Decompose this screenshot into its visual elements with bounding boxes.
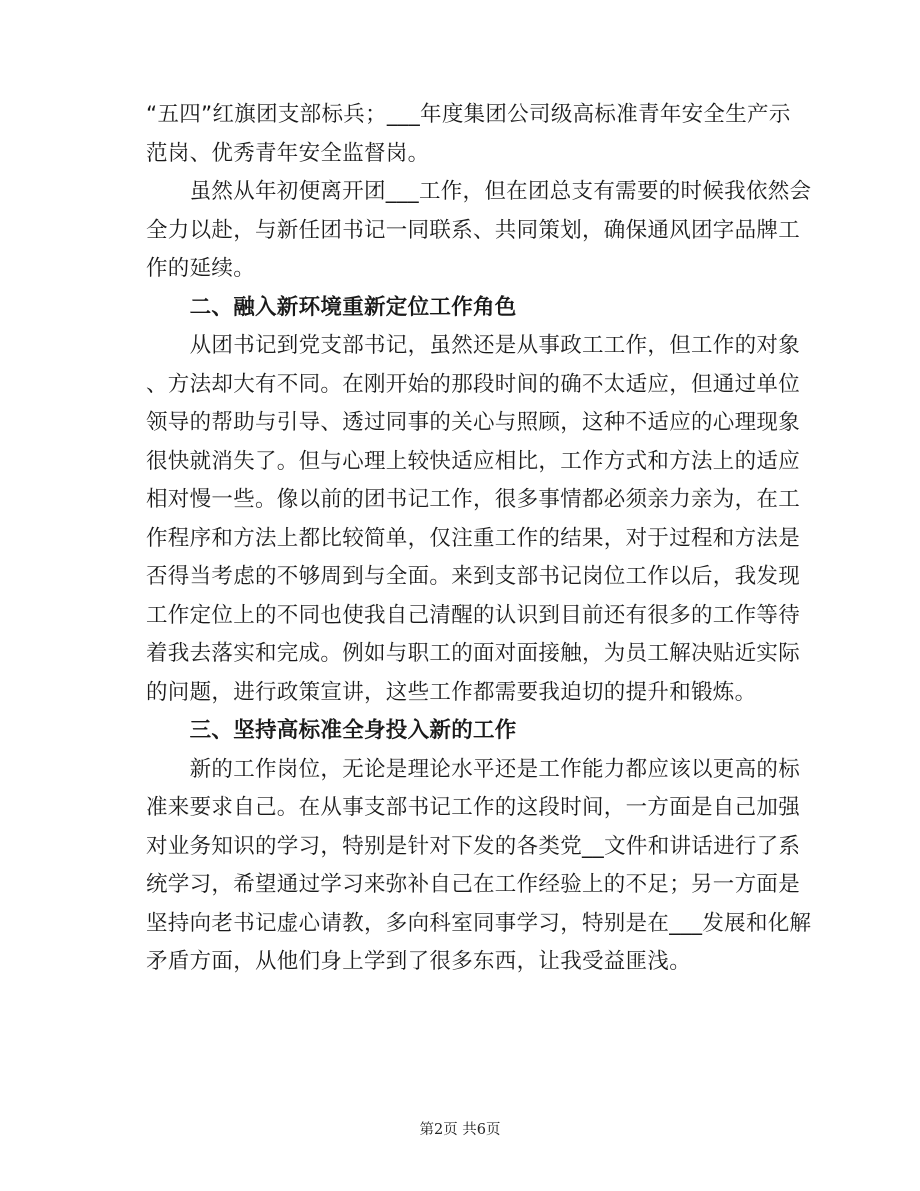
text-line: 坚持向老书记虚心请教，多向科室同事学习，特别是在___发展和化解 — [146, 910, 812, 936]
text-line: 作程序和方法上都比较简单，仅注重工作的结果，对于过程和方法是 — [146, 525, 801, 551]
text-line: 全力以赴，与新任团书记一同联系、共同策划，确保通风团字品牌工 — [146, 217, 801, 243]
text-line: 很快就消失了。但与心理上较快适应相比，工作方式和方法上的适应 — [146, 448, 801, 474]
page-number: 第2页 共6页 — [419, 1122, 501, 1138]
text-line: 虽然从年初便离开团___工作，但在团总支有需要的时候我依然会 — [146, 179, 812, 204]
text-line: 矛盾方面，从他们身上学到了很多东西，让我受益匪浅。 — [146, 949, 692, 974]
text-line: 工作定位上的不同也使我自己清醒的认识到目前还有很多的工作等待 — [146, 602, 801, 628]
section-heading: 二、融入新环境重新定位工作角色 — [146, 294, 517, 320]
text-line: 、方法却大有不同。在刚开始的那段时间的确不太适应，但通过单位 — [146, 371, 801, 397]
text-line: 统学习，希望通过学习来弥补自己在工作经验上的不足；另一方面是 — [146, 872, 801, 897]
text-line: 的问题，进行政策宣讲，这些工作都需要我迫切的提升和锻炼。 — [146, 679, 757, 705]
text-line: 作的延续。 — [146, 256, 256, 281]
text-line: 对业务知识的学习，特别是针对下发的各类党__文件和讲话进行了系 — [146, 833, 801, 859]
text-line: 着我去落实和完成。例如与职工的面对面接触，为员工解决贴近实际 — [146, 641, 801, 666]
text-line: 领导的帮助与引导、透过同事的关心与照顾，这种不适应的心理现象 — [146, 410, 801, 435]
document-body — [146, 96, 812, 982]
section-heading: 三、坚持高标准全身投入新的工作 — [146, 718, 517, 743]
text-line: 相对慢一些。像以前的团书记工作，很多事情都必须亲力亲为，在工 — [146, 487, 801, 512]
text-line: “五四”红旗团支部标兵；___年度集团公司级高标准青年安全生产示 — [146, 102, 791, 127]
text-line: 准来要求自己。在从事支部书记工作的这段时间，一方面是自己加强 — [146, 795, 801, 820]
text-line: 范岗、优秀青年安全监督岗。 — [146, 140, 430, 166]
text-line: 从团书记到党支部书记，虽然还是从事政工工作，但工作的对象 — [146, 333, 801, 358]
text-line: 新的工作岗位，无论是理论水平还是工作能力都应该以更高的标 — [146, 756, 801, 782]
text-line: 否得当考虑的不够周到与全面。来到支部书记岗位工作以后，我发现 — [146, 564, 801, 589]
